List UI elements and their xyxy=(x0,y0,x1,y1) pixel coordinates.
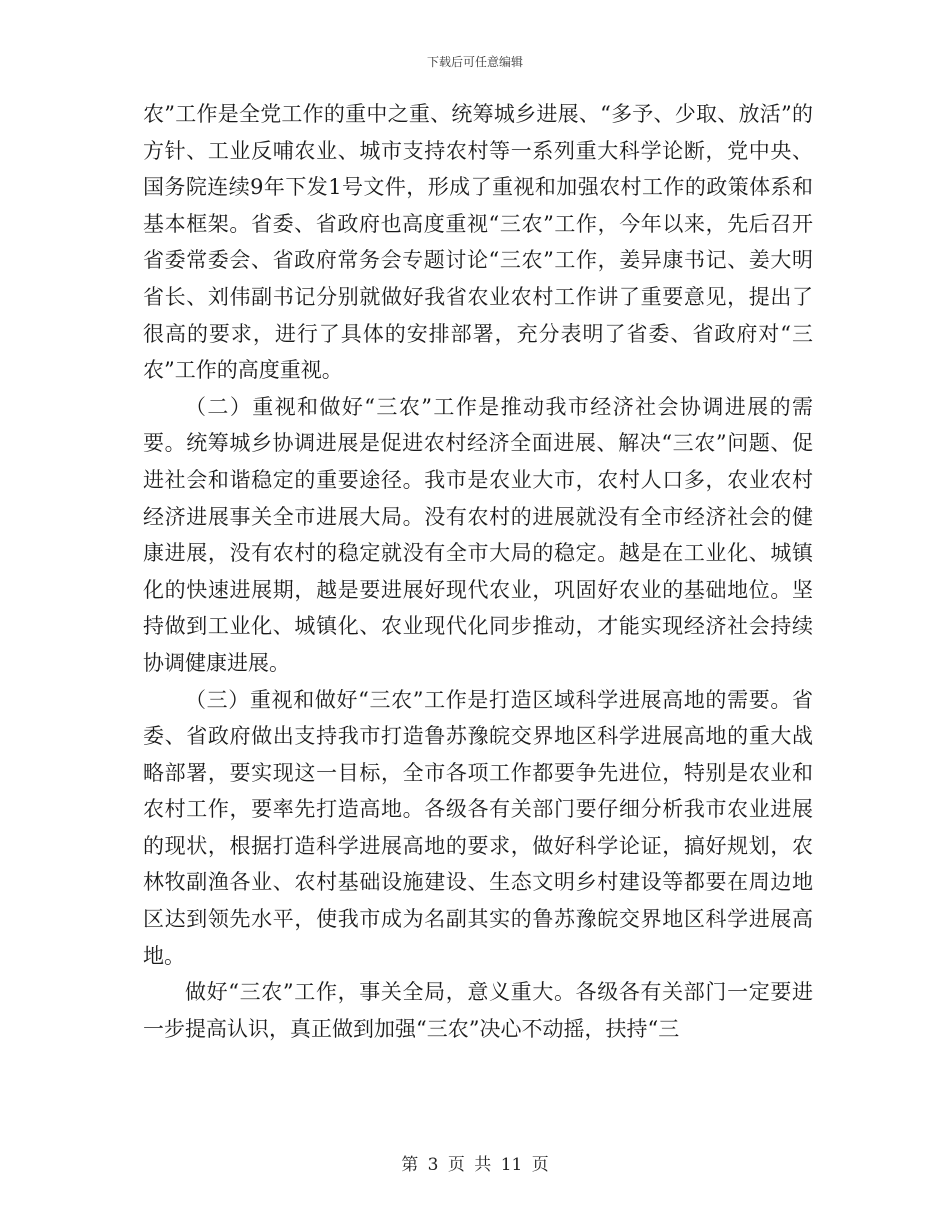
paragraph-3: （三）重视和做好“三农”工作是打造区域科学进展高地的需要。省委、省政府做出支持我市打造鲁苏豫皖交界地区科学进展高地的重大战略部署，要实现这一目标，全市各项工作都要争先进位，特别是农业和农村工作，要率先打造高地。各级各有关部门要仔细分析我市农业进展的现状，根据打造科学进展高地的要求，做好科学论证，搞好规划，农林牧副渔各业、农村基础设施建设、生态文明乡村建设等都要在周边地区达到领先水平，使我市成为名副其实的鲁苏豫皖交界地区科学进展高地。 xyxy=(143,687,813,968)
paragraph-2: （二）重视和做好“三农”工作是推动我市经济社会协调进展的需要。统筹城乡协调进展是促进农村经济全面进展、解决“三农”问题、促进社会和谐稳定的重要途径。我市是农业大市，农村人口多，农业农村经济进展事关全市进展大局。没有农村的进展就没有全市经济社会的健康进展，没有农村的稳定就没有全市大局的稳定。越是在工业化、城镇化的快速进展期，越是要进展好现代农业，巩固好农业的基础地位。坚持做到工业化、城镇化、农业现代化同步推动，才能实现经济社会持续协调健康进展。 xyxy=(143,394,813,675)
paragraph-4: 做好“三农”工作，事关全局，意义重大。各级各有关部门一定要进一步提高认识，真正做到加强“三农”决心不动摇，扶持“三 xyxy=(143,980,813,1041)
document-body xyxy=(143,96,813,1047)
paragraph-1: 农”工作是全党工作的重中之重、统筹城乡进展、“多予、少取、放活”的方针、工业反哺农业、城市支持农村等一系列重大科学论断，党中央、国务院连续9年下发1号文件，形成了重视和加强农村工作的政策体系和基本框架。省委、省政府也高度重视“三农”工作，今年以来，先后召开省委常委会、省政府常务会专题讨论“三农”工作，姜异康书记、姜大明省长、刘伟副书记分别就做好我省农业农村工作讲了重要意见，提出了很高的要求，进行了具体的安排部署，充分表明了省委、省政府对“三农”工作的高度重视。 xyxy=(143,102,813,383)
page-header: 下载后可任意编辑 xyxy=(426,55,523,69)
page-number-footer: 第 3 页 共 11 页 xyxy=(401,1155,549,1175)
